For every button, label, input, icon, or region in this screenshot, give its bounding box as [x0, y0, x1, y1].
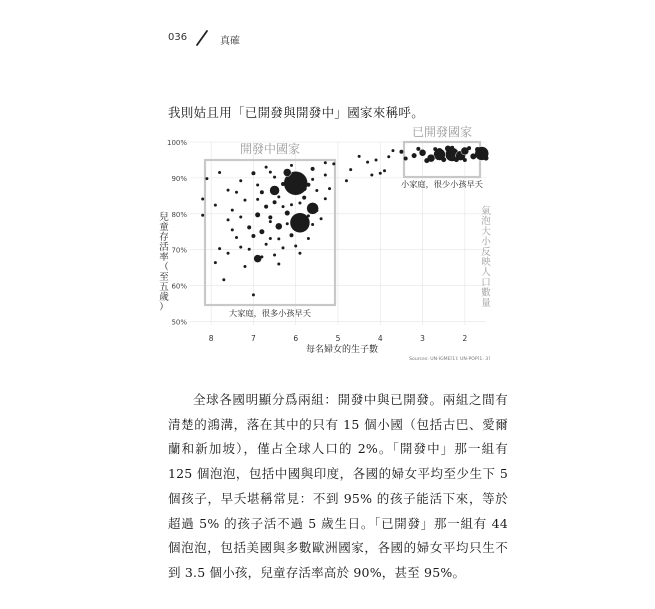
y-tick-label: 50%: [171, 318, 187, 327]
bubble-size-label-char: 量: [481, 297, 491, 309]
bubble: [345, 179, 348, 182]
bubble: [294, 245, 297, 248]
bubble: [290, 191, 293, 194]
bubble: [201, 214, 204, 217]
bubble: [328, 187, 331, 190]
bubble: [298, 252, 301, 255]
bubble: [252, 293, 255, 296]
bubble-size-label-char: 小: [481, 236, 491, 248]
bubble: [436, 148, 442, 154]
bubble: [320, 217, 323, 220]
y-tick-label: 60%: [171, 282, 187, 291]
bubble: [269, 237, 272, 240]
bubble: [450, 146, 454, 150]
bubble: [387, 155, 390, 158]
bubble: [315, 209, 318, 212]
bubble: [256, 184, 259, 187]
bubble: [370, 174, 373, 177]
bubble-series: [201, 145, 489, 296]
bubble: [383, 169, 386, 172]
developed-group-note: 小家庭，很少小孩早夭: [401, 179, 483, 189]
running-header: [168, 30, 468, 48]
bubble: [218, 171, 221, 174]
bubble: [306, 183, 310, 187]
bubble: [227, 218, 230, 221]
group-boxes: [205, 142, 480, 305]
bubble: [254, 255, 262, 263]
paragraph-text: 全球各國明顯分爲兩組：開發中與已開發。兩組之間有清楚的鴻溝，落在其中的只有 15 個小國（包括古巴、愛爾蘭和新加坡），僅占全球人口的 2%。「開發中」那一組有 125 個泡泡，包括中國與印度，各國的婦女平均至少生下 5 個孩子，早夭堪稱常見：不到 95% 的孩子能活下來，等於超過 5% 的孩子活不過 5 歲生日。「已開發」那一組有 44 個泡泡，包括美國與多數歐洲國家，各國的婦女平均只生不到 3.5 個小孩，兒童存活率高於 90%，甚至 95%。: [168, 392, 508, 580]
bubble-size-label-char: 映: [481, 257, 491, 268]
bubble: [416, 147, 420, 151]
bubble: [332, 162, 335, 165]
bubble: [484, 156, 489, 161]
bubble: [419, 149, 426, 156]
bubble: [259, 229, 264, 234]
bubble: [298, 202, 301, 205]
bubble: [470, 153, 476, 159]
bubble: [235, 191, 238, 194]
y-axis-label-char: 兒: [159, 212, 169, 223]
x-tick-label: 4: [377, 334, 383, 343]
bubble: [264, 205, 268, 209]
bubble: [243, 199, 246, 202]
bubble: [273, 200, 277, 204]
bubble: [282, 246, 285, 249]
bubble: [311, 223, 314, 226]
bubble: [260, 190, 264, 194]
y-tick-label: 70%: [171, 246, 187, 255]
bubble: [256, 198, 259, 201]
bubble: [463, 158, 467, 162]
bubble-size-label-char: 氣: [481, 206, 491, 217]
source-note: Sources: UN-IGME[1]; UN-POP[1, 3]: [409, 357, 490, 360]
bubble: [265, 166, 268, 169]
bubble: [231, 209, 234, 212]
bubble: [475, 147, 480, 152]
bubble: [255, 212, 260, 217]
chapter-title: 真確: [220, 36, 240, 47]
bubble: [290, 164, 293, 167]
bubble: [227, 189, 230, 192]
bubble: [239, 246, 242, 249]
bubble: [277, 195, 280, 198]
bubble: [286, 222, 289, 225]
bubble: [379, 172, 382, 175]
y-axis-label-char: 至: [159, 272, 169, 283]
bubble: [269, 171, 272, 174]
bubble: [311, 167, 315, 171]
developing-group-box: [205, 160, 335, 305]
x-axis-label: 每名婦女的生子數: [305, 345, 379, 355]
bubble: [277, 237, 280, 240]
page-number: 036: [168, 32, 188, 43]
bubble: [454, 157, 459, 162]
bubble: [214, 204, 217, 207]
bubble: [205, 177, 208, 180]
chart-grid: [190, 142, 486, 325]
bubble: [227, 252, 230, 255]
bubble: [247, 225, 251, 229]
bubble: [404, 157, 408, 161]
bubble: [290, 203, 293, 206]
bubble-size-label-char: 泡: [481, 216, 491, 228]
bubble: [260, 255, 263, 258]
bubble: [289, 233, 293, 237]
y-axis-label-char: 活: [159, 242, 169, 253]
bubble: [307, 237, 310, 240]
y-axis-ticks: [167, 139, 187, 326]
y-axis-label-char: 童: [159, 222, 169, 233]
developing-group-note: 大家庭，很多小孩早夭: [229, 308, 311, 318]
bubble: [273, 254, 276, 257]
x-tick-label: 6: [293, 334, 299, 343]
bubble: [222, 278, 225, 281]
bubble: [358, 155, 361, 158]
bubble: [251, 171, 255, 175]
bubble: [298, 173, 301, 176]
bubble: [235, 236, 238, 239]
bubble: [412, 153, 417, 158]
y-axis-label-char: 歲: [159, 292, 169, 303]
bubble: [391, 149, 394, 152]
developed-group-label: 已開發國家: [411, 125, 473, 139]
bubble: [283, 169, 291, 177]
bubble-size-label-char: 反: [481, 246, 491, 258]
bubble: [251, 234, 255, 238]
y-tick-label: 100%: [166, 139, 187, 147]
x-tick-label: 8: [208, 334, 214, 343]
bubble: [324, 197, 327, 200]
bubble: [268, 215, 272, 219]
y-axis-label-char: 五: [159, 282, 169, 293]
x-tick-label: 2: [462, 334, 468, 343]
bubble: [467, 146, 471, 150]
bubble: [433, 147, 437, 151]
x-tick-label: 3: [420, 334, 425, 343]
bubble: [282, 205, 285, 208]
bubble: [239, 215, 242, 218]
bubble-size-label-char: 口: [481, 277, 491, 289]
y-axis-label-char: 率: [159, 252, 169, 263]
bubble: [302, 196, 306, 200]
bubble: [270, 185, 280, 195]
bubble: [281, 182, 285, 186]
y-axis-label-char: ）: [159, 302, 169, 313]
bubble: [424, 158, 429, 163]
bubble: [366, 161, 369, 164]
y-axis-label: [159, 211, 169, 313]
bubble: [311, 178, 314, 181]
bubble: [315, 189, 318, 192]
body-paragraph: [168, 388, 508, 586]
y-axis-label-char: 存: [159, 232, 169, 243]
bubble: [265, 243, 268, 246]
bubble-size-label-char: 數: [481, 287, 491, 299]
bubble: [302, 186, 307, 191]
bubble: [275, 223, 282, 230]
bubble: [307, 202, 319, 214]
bubble: [324, 174, 327, 177]
y-tick-label: 80%: [171, 210, 187, 219]
bubble: [307, 214, 310, 217]
bubble: [375, 158, 378, 161]
bubble: [239, 179, 242, 182]
bubble: [201, 198, 204, 201]
bubble: [269, 220, 272, 223]
bubble-size-label-char: 大: [481, 226, 491, 238]
y-tick-label: 90%: [171, 174, 187, 183]
x-tick-label: 7: [251, 334, 256, 343]
bubble: [285, 211, 290, 216]
bubble-chart: [150, 120, 510, 360]
bubble: [243, 265, 246, 268]
bubble: [277, 263, 280, 266]
bubble: [248, 248, 251, 251]
bubble: [218, 247, 221, 250]
developing-group-label: 開發中國家: [239, 142, 301, 156]
bubble: [231, 228, 234, 231]
bubble: [324, 161, 327, 164]
bubble: [399, 150, 403, 154]
x-axis-ticks: [209, 334, 468, 343]
bubble: [445, 145, 451, 151]
bubble: [214, 261, 217, 264]
intro-sentence: 我則姑且用「已開發與開發中」國家來稱呼。: [168, 105, 425, 120]
bubble: [349, 168, 352, 171]
bubble-size-label-char: 人: [481, 267, 491, 279]
bubble-size-label: [481, 205, 491, 309]
slash-separator-icon: [192, 28, 214, 50]
bubble: [441, 157, 446, 162]
x-tick-label: 5: [335, 334, 341, 343]
y-axis-label-char: （: [159, 262, 169, 273]
bubble: [273, 176, 276, 179]
